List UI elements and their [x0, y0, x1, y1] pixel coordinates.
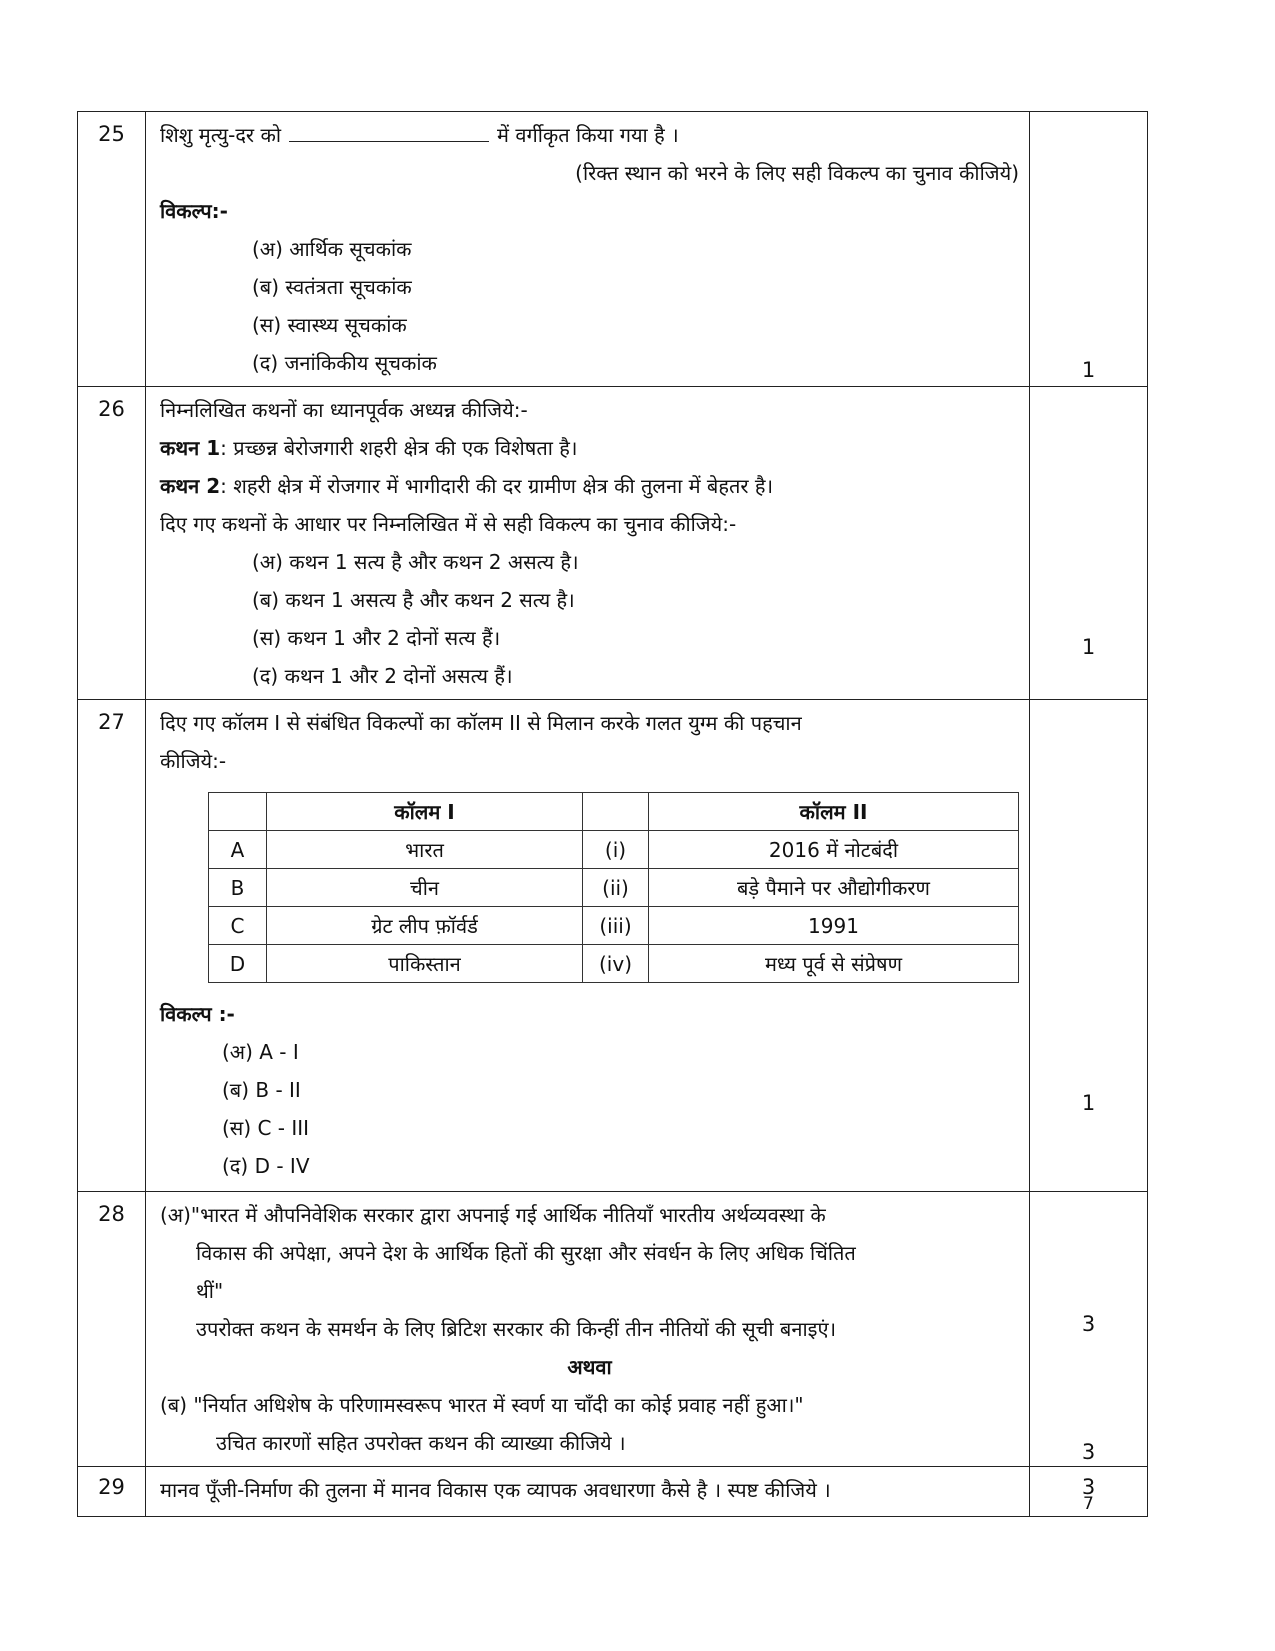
question-body	[146, 700, 1030, 1192]
question-row-28	[78, 1192, 1148, 1467]
statement-label: कथन 2	[160, 474, 221, 498]
option-item: (अ) A - I	[222, 1040, 299, 1064]
statement-text: : शहरी क्षेत्र में रोजगार में भागीदारी की दर ग्रामीण क्षेत्र की तुलना में बेहतर है।	[220, 474, 774, 498]
question-text: निम्नलिखित कथनों का ध्यानपूर्वक अध्यन्न कीजिये:-	[160, 398, 528, 422]
page-number: 7	[1083, 1494, 1094, 1514]
question-text: (अ)"भारत में औपनिवेशिक सरकार द्वारा अपनाई गई आर्थिक नीतियाँ भारतीय अर्थव्यवस्था के	[160, 1203, 826, 1227]
marks-value: 1	[1081, 635, 1096, 659]
question-row-27	[78, 700, 1148, 1192]
question-row-29	[78, 1467, 1148, 1517]
option-item: (द) D - IV	[222, 1154, 310, 1178]
question-row-26	[78, 387, 1148, 700]
marks-cell	[1030, 1192, 1148, 1467]
options-label: विकल्प:-	[160, 199, 228, 223]
option-item: (अ) आर्थिक सूचकांक	[252, 237, 412, 261]
question-number: 25	[78, 112, 146, 387]
column-header: कॉलम II	[649, 793, 1019, 831]
fill-blank	[289, 121, 489, 142]
option-item: (ब) स्वतंत्रता सूचकांक	[252, 275, 412, 299]
or-separator: अथवा	[567, 1355, 612, 1379]
question-number: 28	[78, 1192, 146, 1467]
question-text: (ब) "निर्यात अधिशेष के परिणामस्वरूप भारत में स्वर्ण या चाँदी का कोई प्रवाह नहीं हुआ।"	[160, 1393, 804, 1417]
option-item: (अ) कथन 1 सत्य है और कथन 2 असत्य है।	[252, 550, 579, 574]
option-item: (स) स्वास्थ्य सूचकांक	[252, 313, 407, 337]
question-text: उचित कारणों सहित उपरोक्त कथन की व्याख्या कीजिये ।	[216, 1431, 626, 1455]
statement-label: कथन 1	[160, 436, 221, 460]
question-text: विकास की अपेक्षा, अपने देश के आर्थिक हितों की सुरक्षा और संवर्धन के लिए अधिक चिंतित	[196, 1241, 856, 1265]
match-table-row: B चीन (ii) बड़े पैमाने पर औद्योगीकरण	[209, 869, 1019, 907]
instruction-text: (रिक्त स्थान को भरने के लिए सही विकल्प का चुनाव कीजिये)	[575, 161, 1019, 185]
question-table	[77, 111, 1148, 1517]
option-item: (द) कथन 1 और 2 दोनों असत्य हैं।	[252, 664, 513, 688]
marks-value: 1	[1081, 358, 1096, 382]
option-item: (ब) कथन 1 असत्य है और कथन 2 सत्य है।	[252, 588, 575, 612]
match-table-row: C ग्रेट लीप फ़ॉर्वर्ड (iii) 1991	[209, 907, 1019, 945]
question-body: शिशु मृत्यु-दर को में वर्गीकृत किया गया है । (रिक्त स्थान को भरने के लिए सही विकल्प का चुनाव कीजिये) विकल्प:- (अ) आर्थिक सूचकांक (ब) स्वतंत्रता सूचकांक (स) स्वास्थ्य सूचकांक (द) जनांकिकीय सूचकांक	[146, 112, 1030, 387]
question-body	[146, 1192, 1030, 1467]
marks-value: 3	[1081, 1475, 1096, 1499]
option-item: (द) जनांकिकीय सूचकांक	[252, 351, 437, 375]
question-text: कीजिये:-	[160, 749, 227, 773]
question-row-25	[78, 112, 1148, 387]
match-table	[208, 792, 1019, 983]
question-body	[146, 387, 1030, 700]
match-table-row: D पाकिस्तान (iv) मध्य पूर्व से संप्रेषण	[209, 945, 1019, 983]
question-text: शिशु मृत्यु-दर को	[160, 123, 282, 147]
question-text: मानव पूँजी-निर्माण की तुलना में मानव विकास एक व्यापक अवधारणा कैसे है । स्पष्ट कीजिये ।	[160, 1478, 831, 1502]
question-number: 26	[78, 387, 146, 700]
question-number: 29	[78, 1467, 146, 1517]
marks-cell	[1030, 112, 1148, 387]
column-header: कॉलम I	[267, 793, 583, 831]
question-text: उपरोक्त कथन के समर्थन के लिए ब्रिटिश सरकार की किन्हीं तीन नीतियों की सूची बनाइएं।	[196, 1317, 837, 1341]
marks-value: 1	[1081, 1091, 1096, 1115]
option-item: (स) C - III	[222, 1116, 310, 1140]
question-number: 27	[78, 700, 146, 1192]
question-text: दिए गए कॉलम I से संबंधित विकल्पों का कॉलम II से मिलान करके गलत युग्म की पहचान	[160, 711, 802, 735]
option-item: (स) कथन 1 और 2 दोनों सत्य हैं।	[252, 626, 501, 650]
marks-cell	[1030, 700, 1148, 1192]
question-text: थीं"	[196, 1279, 224, 1303]
statement-text: : प्रच्छन्न बेरोजगारी शहरी क्षेत्र की एक विशेषता है।	[220, 436, 578, 460]
marks-value: 3	[1081, 1312, 1096, 1336]
options-label: विकल्प :-	[160, 1002, 235, 1026]
match-table-header	[209, 793, 1019, 831]
marks-cell	[1030, 387, 1148, 700]
question-body	[146, 1467, 1030, 1517]
match-table-row: A भारत (i) 2016 में नोटबंदी	[209, 831, 1019, 869]
option-item: (ब) B - II	[222, 1078, 301, 1102]
marks-value: 3	[1081, 1440, 1096, 1464]
question-text: दिए गए कथनों के आधार पर निम्नलिखित में से सही विकल्प का चुनाव कीजिये:-	[160, 512, 737, 536]
